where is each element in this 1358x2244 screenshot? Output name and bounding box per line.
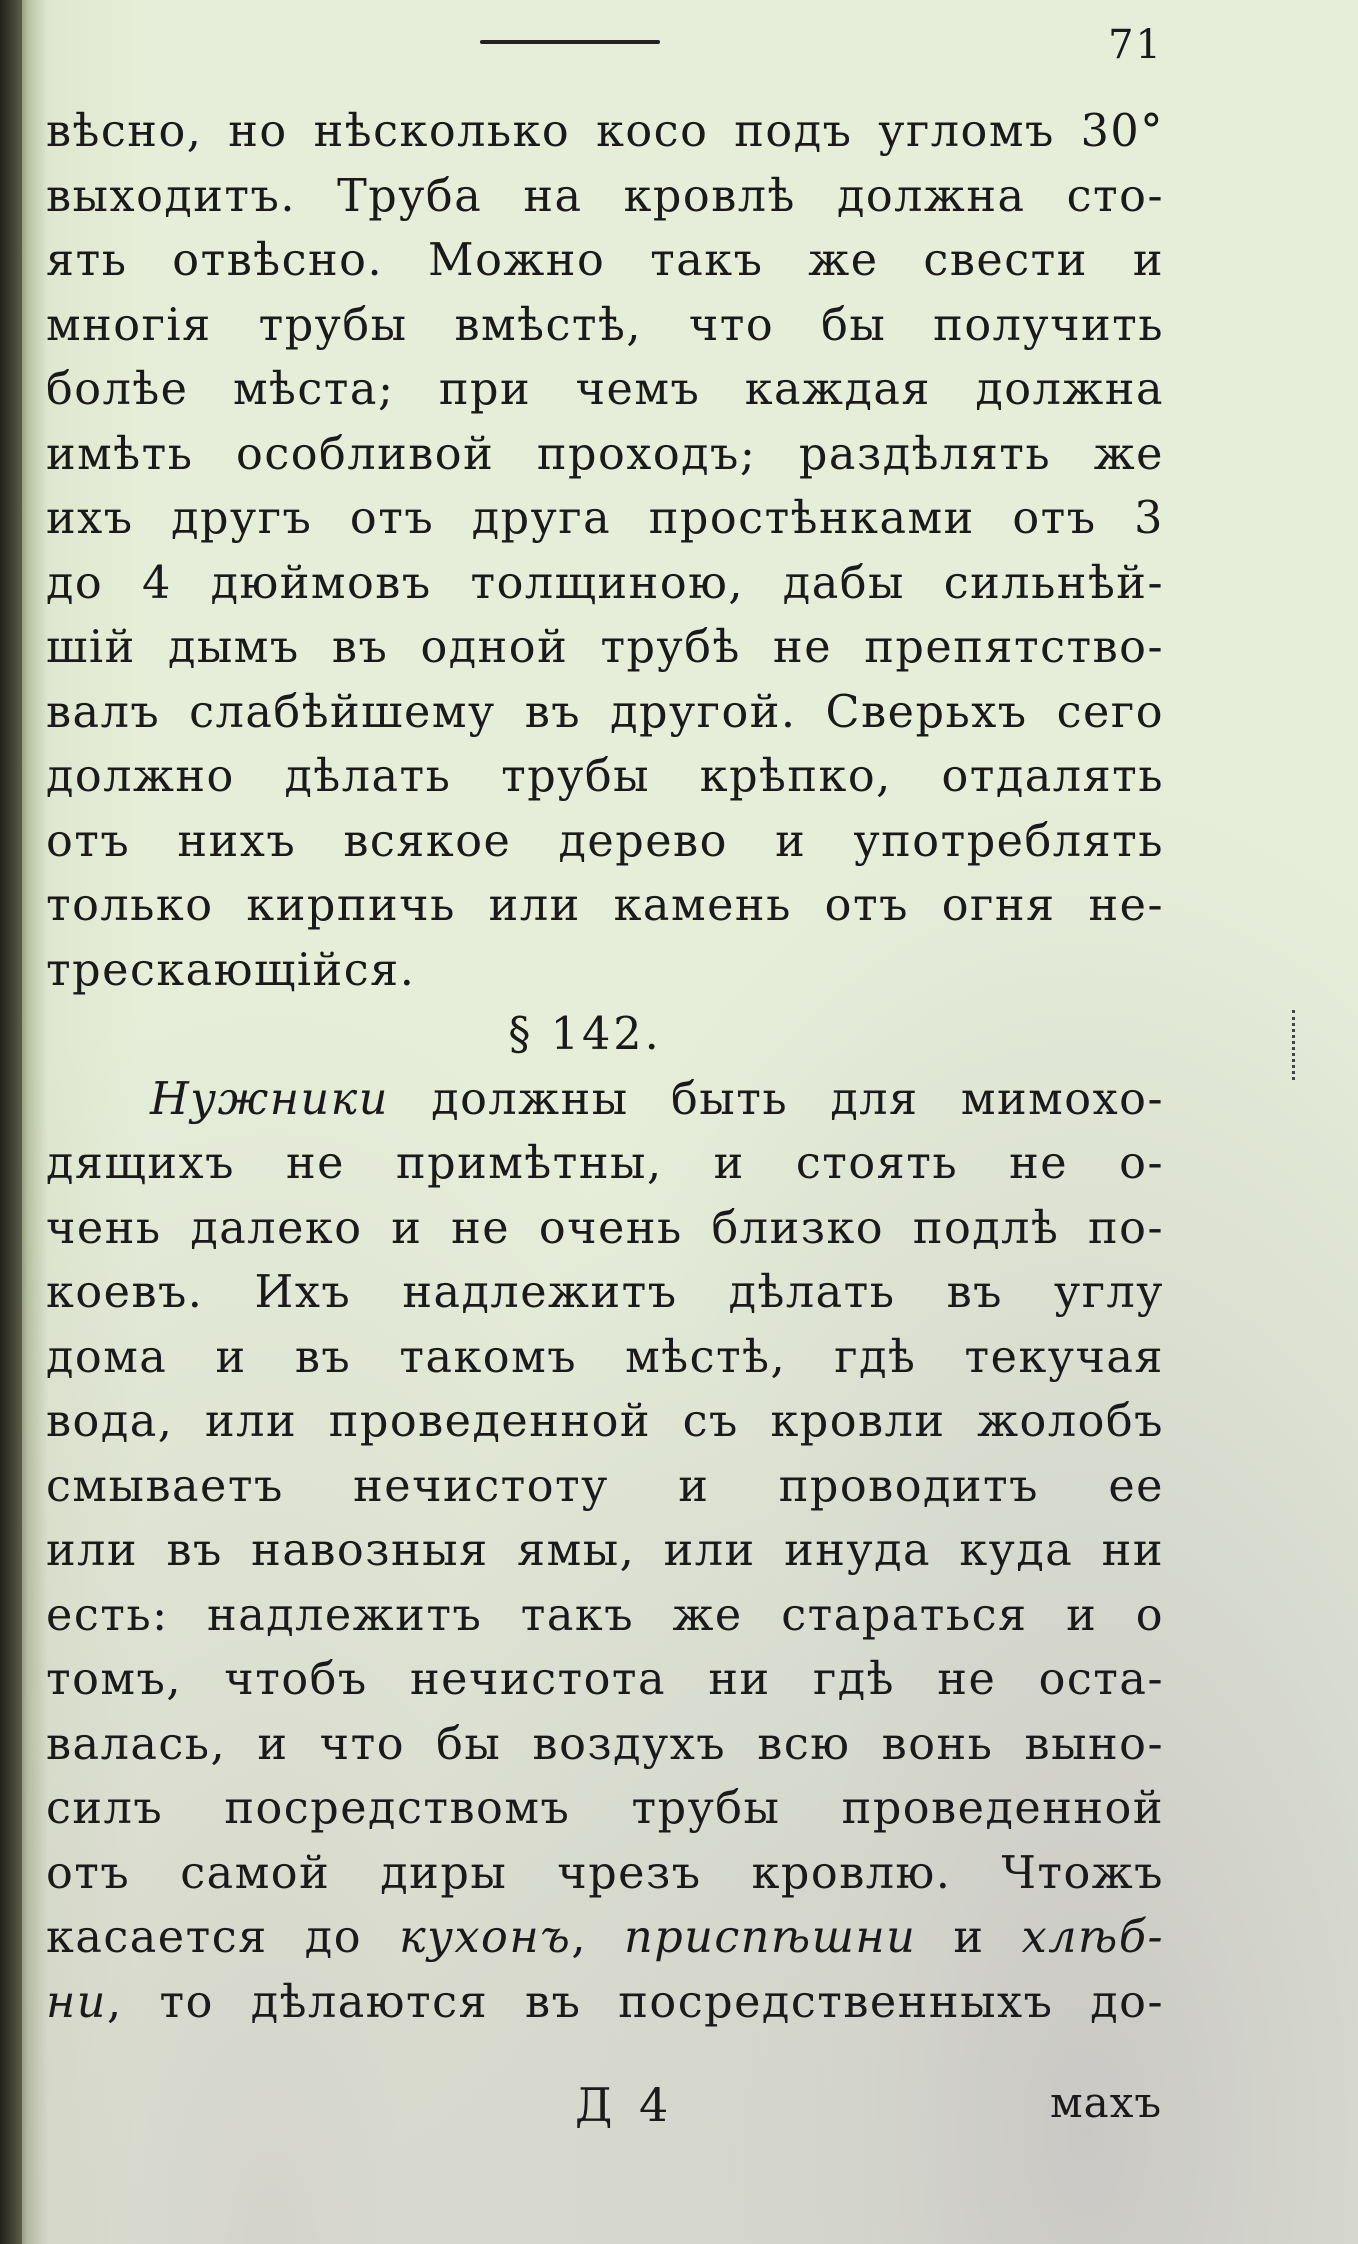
text-line: выходитъ. Труба на кровлѣ должна сто- [46, 170, 1164, 222]
text-line [46, 1971, 1164, 2036]
text-line: многія трубы вмѣстѣ, что бы получить [46, 299, 1164, 351]
term-italic: ни [46, 1976, 107, 2028]
signature-mark: Д 4 [575, 2078, 675, 2132]
text-fragment: касается до [46, 1912, 400, 1963]
text-fragment: должны быть для мимохо- [388, 1073, 1164, 1125]
term-italic: кухонъ [399, 1912, 572, 1963]
text-line: дома и въ такомъ мѣстѣ, гдѣ текучая [46, 1331, 1164, 1383]
term-italic: Нужники [150, 1073, 389, 1125]
header-rule [480, 40, 660, 44]
text-line: ять отвѣсно. Можно такъ же свести и [46, 235, 1164, 286]
text-line: смываетъ нечистоту и проводитъ ее [46, 1460, 1164, 1512]
text-line: вода, или проведенной съ кровли жолобъ [46, 1396, 1164, 1447]
text-line: болѣе мѣста; при чемъ каждая должна [46, 364, 1164, 415]
text-line: томъ, чтобъ нечистота ни гдѣ не оста- [46, 1654, 1164, 1705]
text-fragment: и [916, 1912, 1022, 1963]
text-line: отъ нихъ всякое дерево и употреблять [46, 815, 1164, 867]
text-line: шій дымъ въ одной трубѣ не препятство- [46, 622, 1164, 673]
section-heading: § 142. [508, 1009, 662, 1060]
text-line: чень далеко и не очень близко подлѣ по- [46, 1202, 1164, 1254]
term-italic: хлѣб- [1021, 1912, 1165, 1963]
page-number: 71 [1108, 22, 1163, 68]
binding-gutter [0, 0, 22, 2244]
text-line: отъ самой диры чрезъ кровлю. Чтожъ [46, 1847, 1164, 1899]
text-line [46, 1906, 1164, 1971]
text-line: силъ посредствомъ трубы проведенной [46, 1783, 1164, 1834]
text-line: дящихъ не примѣтны, и стоять не о- [46, 1138, 1164, 1189]
text-line: имѣть особливой проходъ; раздѣлять же [46, 428, 1164, 480]
term-italic: приспѣшни [624, 1912, 917, 1963]
text-line: коевъ. Ихъ надлежитъ дѣлать въ углу [46, 1267, 1164, 1318]
text-line [46, 1068, 1164, 1133]
text-line: только кирпичь или камень отъ огня не- [46, 880, 1164, 931]
text-fragment: , то дѣлаются въ посредственныхъ до- [106, 1976, 1164, 2028]
text-fragment: , [571, 1912, 625, 1963]
text-line: или въ навозныя ямы, или инуда куда ни [46, 1525, 1164, 1576]
text-line: вѣсно, но нѣсколько косо подъ угломъ 30° [46, 106, 1164, 157]
text-line: до 4 дюймовъ толщиною, дабы сильнѣй- [46, 557, 1164, 609]
text-line: трескающійся. [46, 944, 416, 996]
text-line: ихъ другъ отъ друга простѣнками отъ 3 [46, 493, 1164, 544]
margin-specks [1292, 1010, 1299, 1080]
text-line: валась, и что бы воздухъ всю вонь выно- [46, 1718, 1164, 1770]
catchword: махъ [1050, 2078, 1163, 2127]
text-line: есть: надлежитъ такъ же стараться и о [46, 1589, 1164, 1641]
text-line: должно дѣлать трубы крѣпко, отдалять [46, 751, 1164, 802]
page-body-text [46, 100, 1164, 2035]
text-line: валъ слабѣйшему въ другой. Сверьхъ сего [46, 686, 1164, 738]
